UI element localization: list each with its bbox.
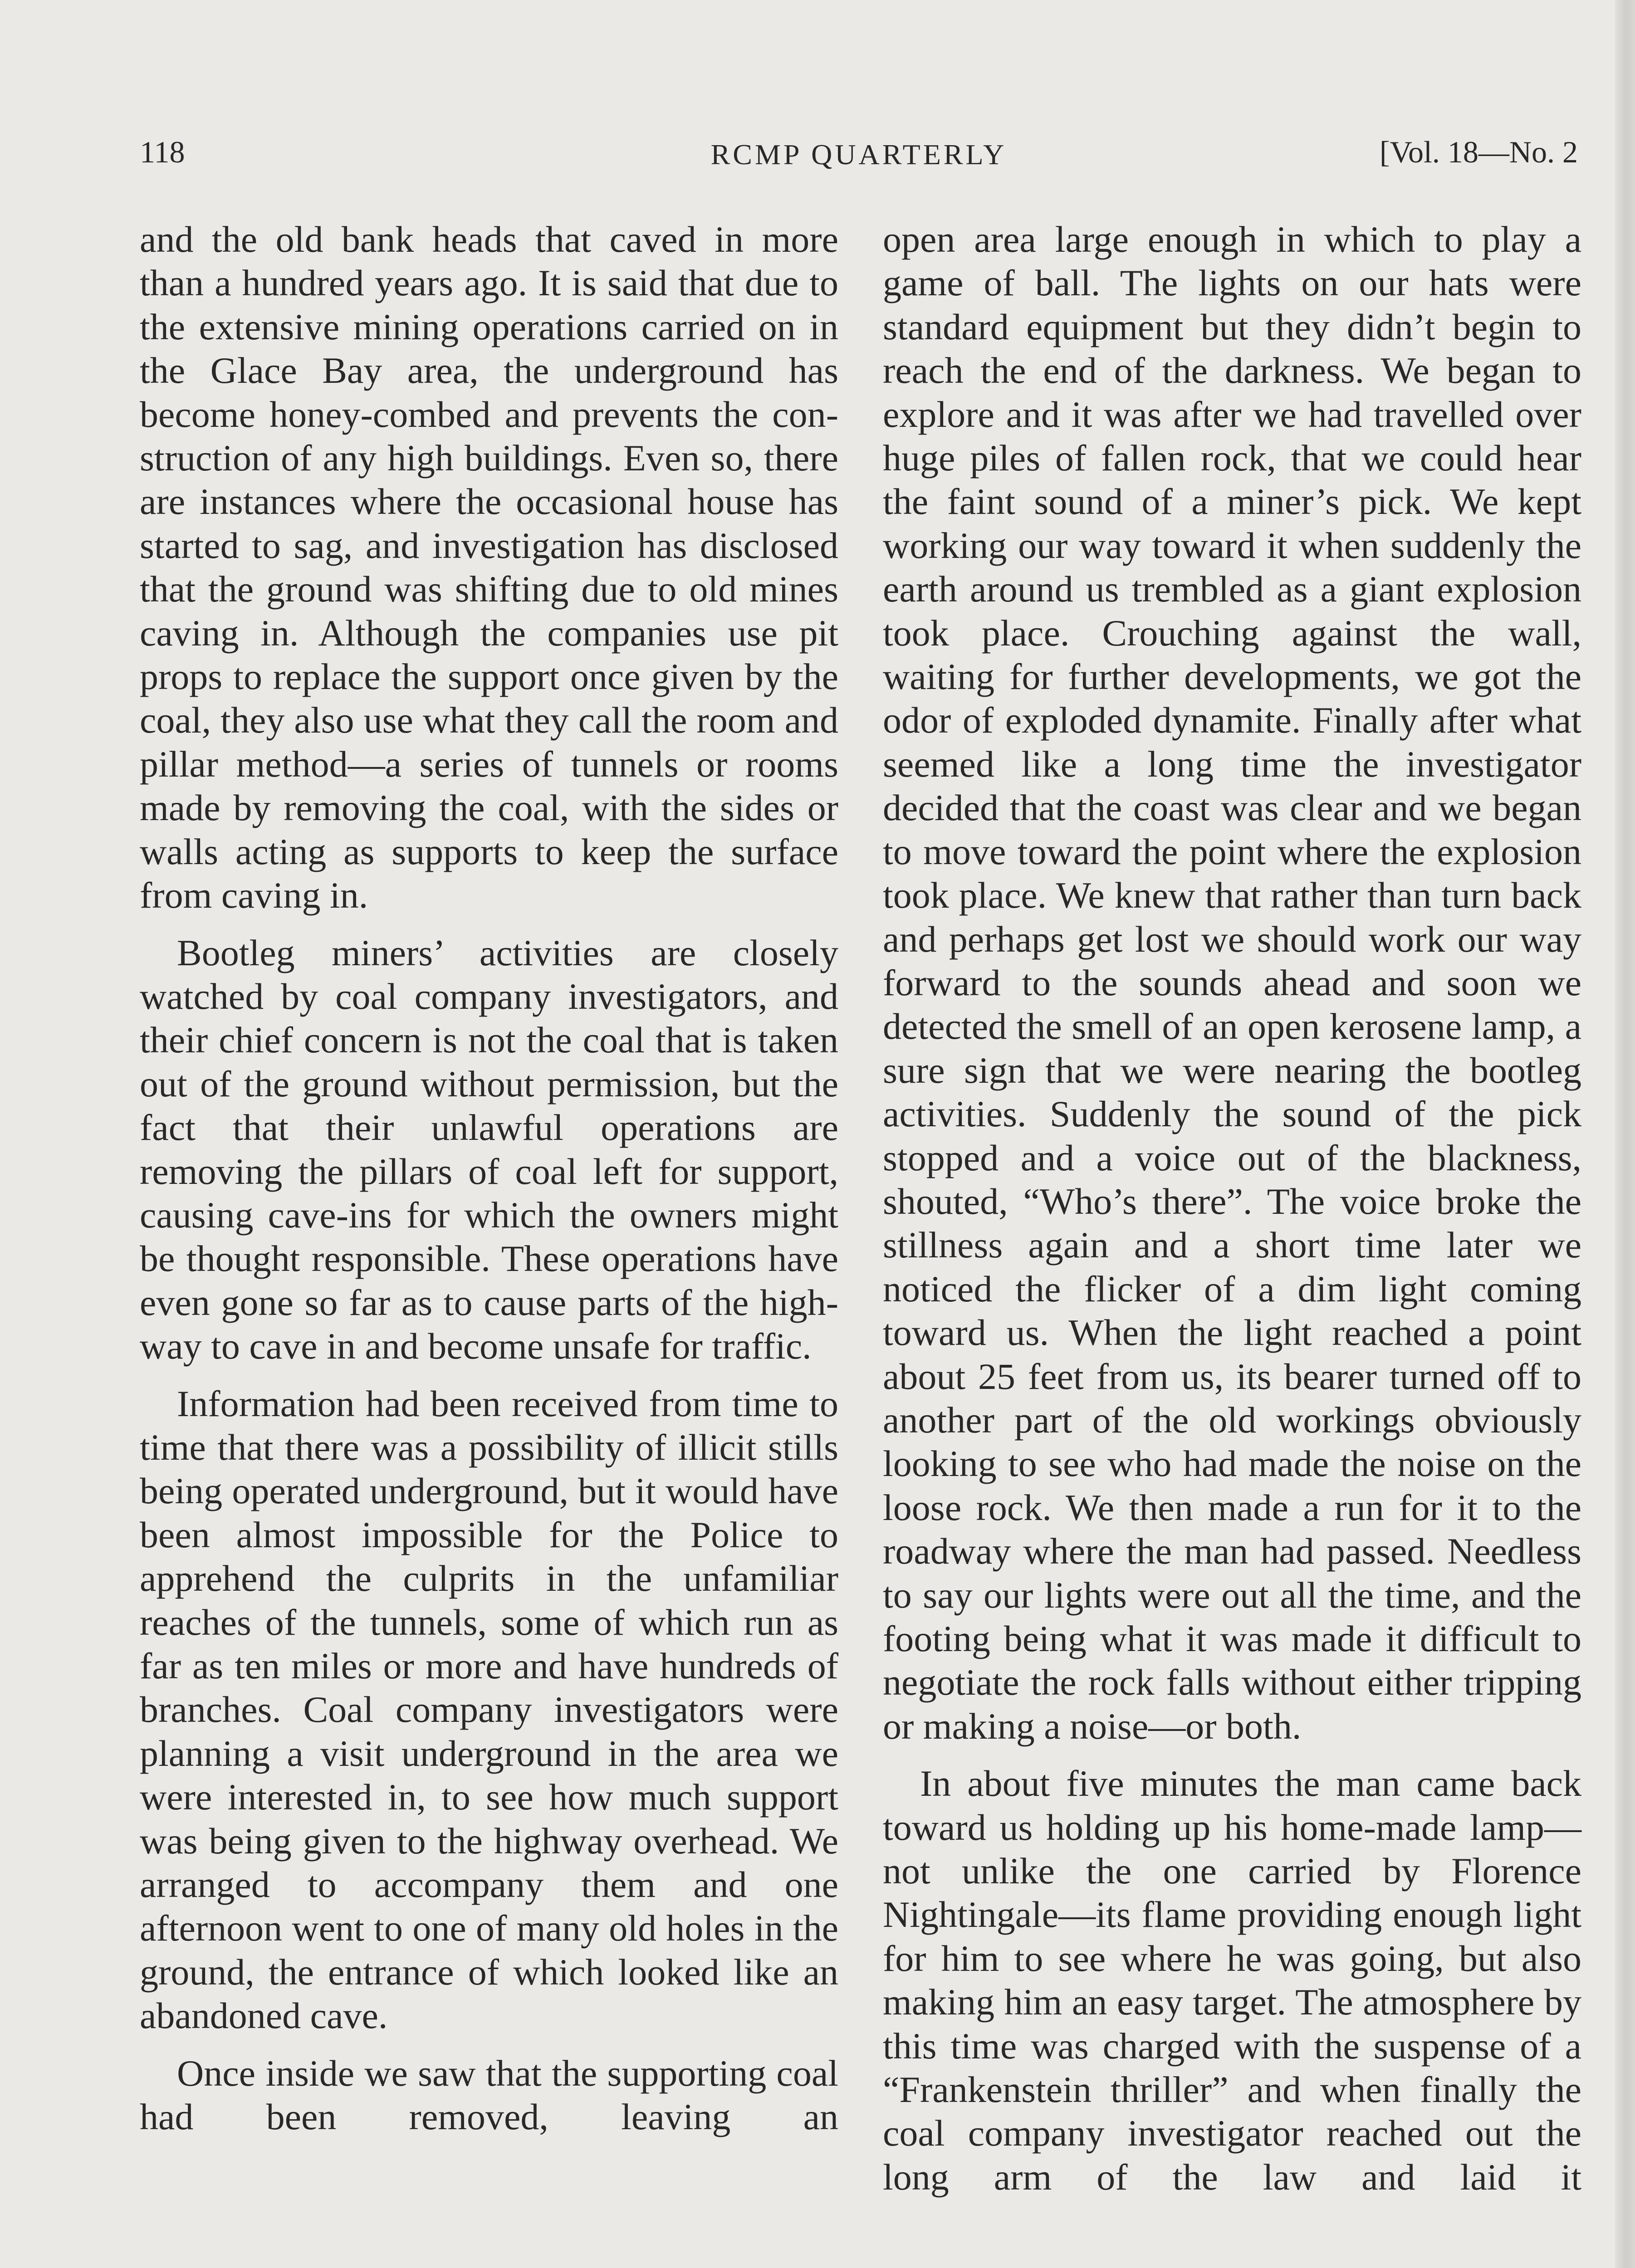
paragraph: Information had been received from time to time that there was a possibility of illicit stills being operated underground, but it would have been almost impossible for the Police to apprehend the culprits in the unfamiliar reaches of the tunnels, some of which run as far as ten miles or more and have hundreds of branches. Coal company investigators were planning a visit underground in the area we were interested in, to see how much support was being given to the highway overhead. We arranged to accompany them and one afternoon went to one of many old holes in the ground, the entrance of which looked like an abandoned cave. (140, 1383, 838, 2037)
paragraph: Once inside we saw that the supporting coal had been removed, leaving an (140, 2052, 838, 2138)
page-edge-shadow (1615, 0, 1635, 2268)
right-column (883, 218, 1581, 2213)
paragraph: In about five minutes the man came back toward us holding up his home-made lamp—not unlike the one carried by Florence Nightingale—its flame providing enough light for him to see where he was going, but also making him an easy target. The atmosphere by this time was charged with the suspense of a “Frankenstein thriller” and when finally the coal company investigator reached out the long arm of the law and laid it (883, 1763, 1581, 2198)
running-title: RCMP QUARTERLY (710, 138, 1007, 171)
left-column (140, 218, 838, 2152)
issue-label: [Vol. 18—No. 2 (1380, 135, 1578, 169)
paragraph: Bootleg miners’ activities are closely watched by coal company investigators, and their chief concern is not the coal that is taken out of the ground without permission, but the fact that their unlawful operations are removing the pillars of coal left for support, causing cave-ins for which the owners might be thought responsible. These operations have even gone so far as to cause parts of the highway to cave in and become unsafe for traffic. (140, 932, 838, 1367)
running-header (140, 132, 1578, 172)
page-number: 118 (140, 135, 185, 169)
paragraph: and the old bank heads that caved in more than a hundred years ago. It is said that due to the extensive mining operations carried on in the Glace Bay area, the underground has become honey-combed and prevents the construction of any high buildings. Even so, there are instances where the occasional house has started to sag, and investigation has disclosed that the ground was shifting due to old mines caving in. Although the companies use pit props to replace the support once given by the coal, they also use what they call the room and pillar method—a series of tunnels or rooms made by removing the coal, with the sides or walls acting as supports to keep the surface from caving in. (140, 219, 838, 916)
paragraph: open area large enough in which to play a game of ball. The lights on our hats were standard equipment but they didn’t begin to reach the end of the darkness. We began to explore and it was after we had travelled over huge piles of fallen rock, that we could hear the faint sound of a miner’s pick. We kept working our way toward it when suddenly the earth around us trembled as a giant explosion took place. Crouching against the wall, waiting for further developments, we got the odor of exploded dynamite. Finally after what seemed like a long time the investigator decided that the coast was clear and we began to move toward the point where the explosion took place. We knew that rather than turn back and perhaps get lost we should work our way forward to the sounds ahead and soon we detected the smell of an open kerosene lamp, a sure sign that we were nearing the bootleg activities. Suddenly the sound of the pick stopped and a voice out of the blackness, shouted, “Who’s there”. The voice broke the stillness again and a short time later we noticed the flicker of a dim light coming toward us. When the light reached a point about 25 feet from us, its bearer turned off to another part of the old workings obviously looking to see who had made the noise on the loose rock. We then made a run for it to the roadway where the man had passed. Needless to say our lights were out all the time, and the footing being what it was made it difficult to negotiate the rock falls without either tripping or making a noise—or both. (883, 219, 1581, 1747)
